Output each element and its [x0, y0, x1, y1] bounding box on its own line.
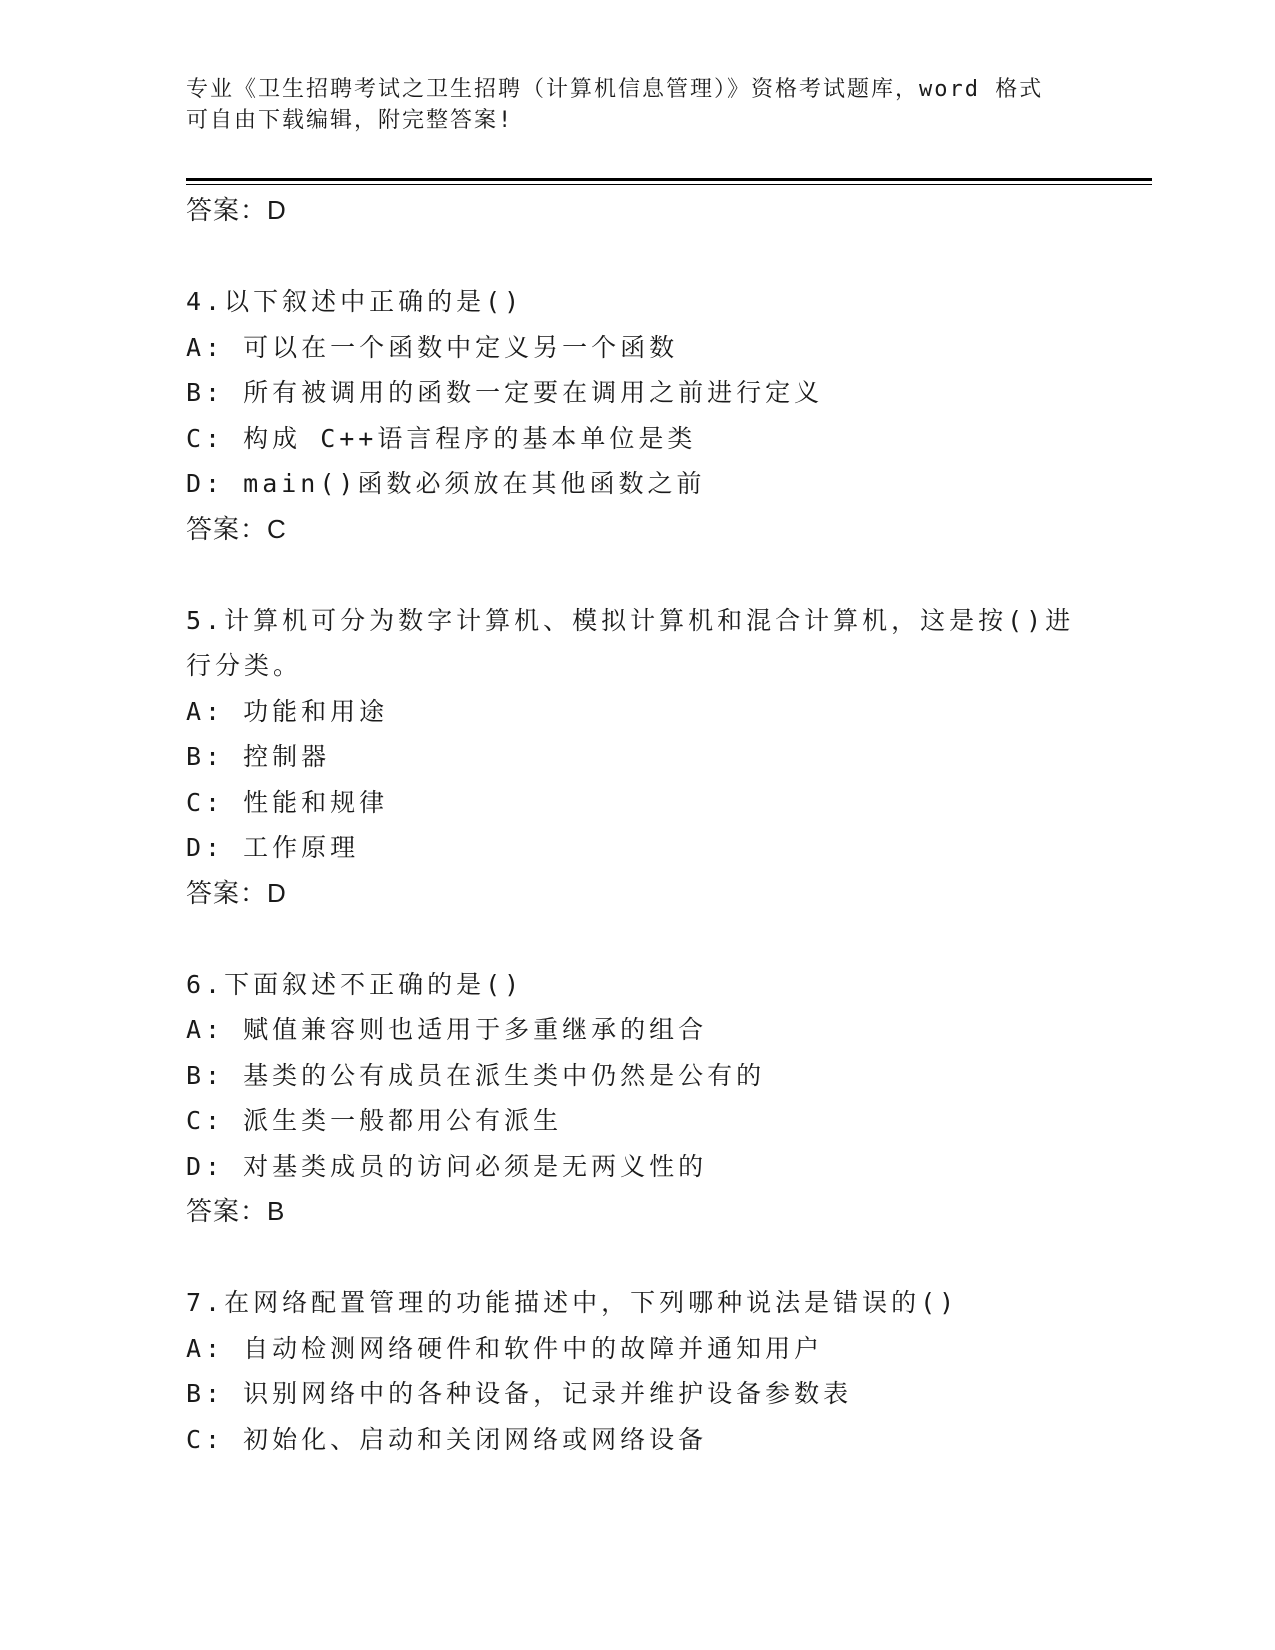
question-stem-line-1: 5.计算机可分为数字计算机、模拟计算机和混合计算机，这是按()进 [186, 605, 1075, 635]
question-stem: 7.在网络配置管理的功能描述中，下列哪种说法是错误的() [186, 1288, 959, 1317]
option-d: D: 工作原理 [186, 833, 360, 862]
option-c: C: 派生类一般都用公有派生 [186, 1106, 563, 1135]
header-line-1: 专业《卫生招聘考试之卫生招聘（计算机信息管理）》资格考试题库，word 格式 [186, 77, 1044, 102]
question-7 [186, 1280, 1086, 1462]
spacer [186, 552, 1086, 598]
option-b: B: 识别网络中的各种设备，记录并维护设备参数表 [186, 1379, 853, 1408]
spacer [186, 234, 1086, 280]
option-c: C: 构成 C++语言程序的基本单位是类 [186, 423, 697, 453]
question-4 [186, 279, 1086, 552]
question-stem: 4.以下叙述中正确的是() [186, 287, 524, 316]
header-rule-thick [186, 178, 1152, 181]
option-a: A: 可以在一个函数中定义另一个函数 [186, 332, 679, 362]
option-d: D: 对基类成员的访问必须是无两义性的 [186, 1151, 708, 1181]
option-b: B: 控制器 [186, 742, 331, 771]
option-b: B: 所有被调用的函数一定要在调用之前进行定义 [186, 378, 824, 407]
header-rule-thin [186, 184, 1152, 185]
question-6 [186, 962, 1086, 1235]
question-stem: 6.下面叙述不正确的是() [186, 969, 524, 999]
option-c: C: 初始化、启动和关闭网络或网络设备 [186, 1424, 708, 1454]
spacer [186, 1235, 1086, 1281]
answer-line: 答案：C [186, 513, 287, 544]
option-c: C: 性能和规律 [186, 787, 389, 817]
option-a: A: 功能和用途 [186, 696, 389, 726]
question-list [186, 188, 1086, 1462]
option-a: A: 自动检测网络硬件和软件中的故障并通知用户 [186, 1333, 824, 1363]
question-stem-line-2: 行分类。 [186, 651, 303, 680]
option-d: D: main()函数必须放在其他函数之前 [186, 469, 706, 498]
option-b: B: 基类的公有成员在派生类中仍然是公有的 [186, 1060, 766, 1090]
header-line-2: 可自由下载编辑，附完整答案! [186, 108, 514, 133]
answer-line: 答案：B [186, 1196, 286, 1226]
spacer [186, 916, 1086, 962]
answer-line: 答案：D [186, 195, 287, 225]
option-a: A: 赋值兼容则也适用于多重继承的组合 [186, 1015, 708, 1044]
document-header [186, 74, 1066, 136]
question-5 [186, 598, 1086, 917]
answer-line: 答案：D [186, 877, 287, 908]
